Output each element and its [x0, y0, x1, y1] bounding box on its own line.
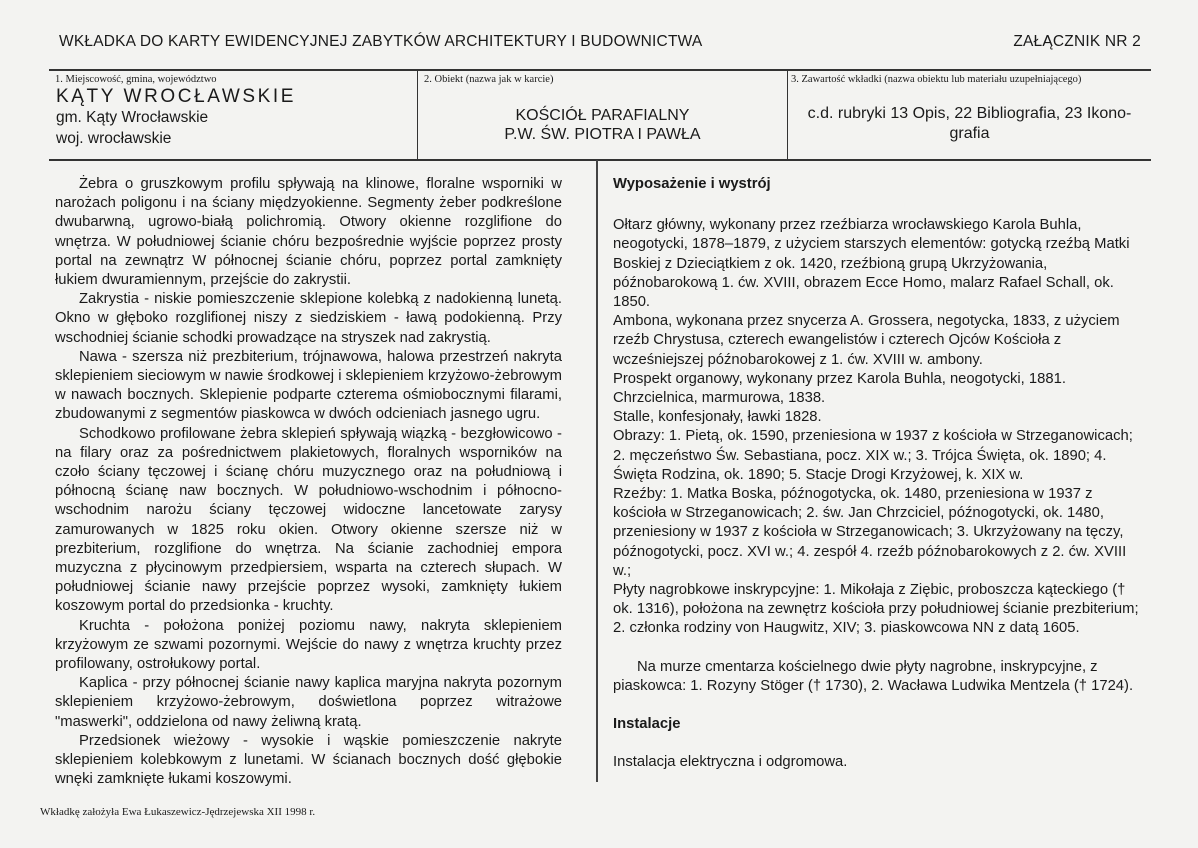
location-cell	[49, 71, 417, 159]
location-name: KĄTY WROCŁAWSKIE	[56, 86, 297, 107]
organ-case: Prospekt organowy, wykonany przez Karola Buhla, neogotycki, 1881.	[613, 370, 1066, 387]
description-column	[55, 175, 562, 790]
location-label: 1. Miejscowość, gmina, województwo	[55, 74, 217, 85]
cemetery-slabs: Na murze cmentarza kościelnego dwie płyty nagrobne, inskrypcyjne, z piaskowca: 1. Rozyny Stöger († 1730), 2. Wacława Ludwika Mentzela († 1724).	[613, 658, 1134, 694]
content-label: 3. Zawartość wkładki (nazwa obiektu lub materiału uzupełniającego)	[791, 74, 1082, 85]
object-label: 2. Obiekt (nazwa jak w karcie)	[424, 74, 554, 85]
paragraph-sacristy: Zakrystia - niskie pomieszczenie sklepione kolebką z nadokienną lunetą. Okno w głęboko rozglifionej niszy z siedziskiem - ławą podokienną. Przy wschodniej ścianie schodki prowadzące na stryszek nad zakrystią.	[55, 291, 562, 346]
furnishings-heading: Wyposażenie i wystrój	[613, 176, 771, 192]
paragraph-vaulting: Żebra o gruszkowym profilu spływają na klinowe, floralne wsporniki w narożach poligonu i na ściany międzyokienne. Segmenty żeber podkreślone dwubarwną, ugrowo-białą polichromią. Otwory okienne rozglifione do wnętrza. W południowej ścianie chóru bezpośrednie wyjście poprzez prosty portal na zewnątrz W północnej ścianie chóru, poprzez portal zamknięty łukiem dwuramiennym, przejście do zakrystii.	[55, 176, 562, 289]
info-table	[49, 69, 1151, 161]
location-voivodeship: woj. wrocławskie	[56, 130, 172, 147]
content-description	[788, 104, 1151, 144]
sculptures: Rzeźby: 1. Matka Boska, późnogotycka, ok. 1480, przeniesiona w 1937 z kościoła w Strzeganowicach; 2. św. Jan Chrzciciel, późnogotycki, ok. 1480, przeniesiony w 1937 z kościoła w Strzeganowicach; 3. Ukrzyżowany na tęczy, późnogotycki, pocz. XVI w.; 4. zespół 4. rzeźb późnobarokowych z 2. ćw. XVIII w.;	[613, 486, 1127, 579]
annex-number: ZAŁĄCZNIK NR 2	[1013, 33, 1141, 50]
object-name	[418, 106, 787, 144]
column-divider	[596, 160, 598, 782]
content-line1: c.d. rubryki 13 Opis, 22 Bibliografia, 23 Ikono-	[807, 105, 1132, 122]
object-cell	[417, 71, 787, 159]
furnishings-column	[613, 175, 1145, 772]
form-title: WKŁADKA DO KARTY EWIDENCYJNEJ ZABYTKÓW ARCHITEKTURY I BUDOWNICTWA	[59, 33, 703, 50]
content-cell	[787, 71, 1151, 159]
pulpit: Ambona, wykonana przez snycerza A. Grossera, negotycka, 1833, z użyciem rzeźb Chrystusa, czterech ewangelistów i czterech Ojców Kościoła z wcześniejszej późnobarokowej z 1. ćw. XVIII w. ambony.	[613, 313, 1120, 368]
object-name-line2: P.W. ŚW. PIOTRA I PAWŁA	[504, 126, 701, 143]
paragraph-nave: Nawa - szersza niż prezbiterium, trójnawowa, halowa przestrzeń nakryta sklepieniem sieciowym w nawie środkowej i sklepieniem krzyżowo-żebrowym w nawach bocznych. Sklepienie podparte czterema ośmiobocznymi filarami, zbudowanymi z segmentów piaskowca w dwóch odcieniach jasnego ugru.	[55, 348, 562, 423]
main-altar: Ołtarz główny, wykonany przez rzeźbiarza wrocławskiego Karola Buhla, neogotycki, 1878–1879, z użyciem starszych elementów: gotycką rzeźbą Matki Boskiej z Dzieciątkiem z ok. 1420, rzeźbioną grupą Ukrzyżowania, późnobarokową 1. ćw. XVIII, obrazem Ecce Homo, malarz Rafael Schall, ok. 1850.	[613, 217, 1130, 311]
paragraph-porch: Kruchta - położona poniżej poziomu nawy, nakryta sklepieniem krzyżowym ze szwami pozornymi. Wejście do nawy z wnętrza kruchty przez profilowany, ostrołukowy portal.	[55, 617, 562, 673]
paragraph-chapel: Kaplica - przy północnej ścianie nawy kaplica maryjna nakryta pozornym sklepieniem krzyżowo-żebrowym, doświetlona poprzez witrażowe "maswerki", oddzielona od nawy żeliwną kratą.	[55, 675, 562, 730]
author-note: Wkładkę założyła Ewa Łukaszewicz-Jędrzejewska XII 1998 r.	[40, 806, 316, 818]
paragraph-ribs: Schodkowo profilowane żebra sklepień spływają wiązką - bezgłowicowo - na filary oraz za pośrednictwem plakietowych, floralnych wsporników na czoło ściany tęczowej i ścianę chóru muzycznego oraz na południową i północną ścianę naw bocznych. W południowo-wschodnim i północno-wschodnim narożu ściany tęczowej widoczne lancetowate zarysy zamurowanych w 1825 roku okien. Otwory okienne szersze niż w prezbiterium, rozglifione do wnętrza. Na ścianie zachodniej empora muzyczna z płycinowym przedpiersiem, wsparta na czterech słupach. W południowej ścianie nawy przejście poprzez wysoki, zamknięty łukiem koszowym portal do przedsionka - kruchty.	[55, 425, 562, 615]
installations-heading: Instalacje	[613, 716, 681, 733]
stalls: Stalle, konfesjonały, ławki 1828.	[613, 409, 822, 426]
tomb-slabs: Płyty nagrobkowe inskrypcyjne: 1. Mikołaja z Ziębic, proboszcza kąteckiego († ok. 1316), położona na zewnętrz kościoła przy południowej ścianie prezbiterium; 2. członka rodziny von Haugwitz, XIV; 3. piaskowcowa NN z datą 1605.	[613, 582, 1139, 637]
paintings: Obrazy: 1. Pietą, ok. 1590, przeniesiona w 1937 z kościoła w Strzeganowicach; 2. męczeństwo Św. Sebastiana, pocz. XIX w.; 3. Trójca Święta, ok. 1890; 4. Święta Rodzina, ok. 1890; 5. Stacje Drogi Krzyżowej, k. XIX w.	[613, 428, 1133, 483]
location-commune: gm. Kąty Wrocławskie	[56, 109, 209, 126]
content-line2: grafia	[949, 125, 990, 142]
paragraph-tower-vestibule: Przedsionek wieżowy - wysokie i wąskie pomieszczenie nakryte sklepieniem kolebkowym z lunetami. W ścianach bocznych dość głębokie wnęki zamknięte łukami koszowymi.	[55, 732, 562, 788]
installations-text: Instalacja elektryczna i odgromowa.	[613, 754, 848, 771]
baptismal-font: Chrzcielnica, marmurowa, 1838.	[613, 390, 826, 407]
object-name-line1: KOŚCIÓŁ PARAFIALNY	[515, 107, 690, 124]
